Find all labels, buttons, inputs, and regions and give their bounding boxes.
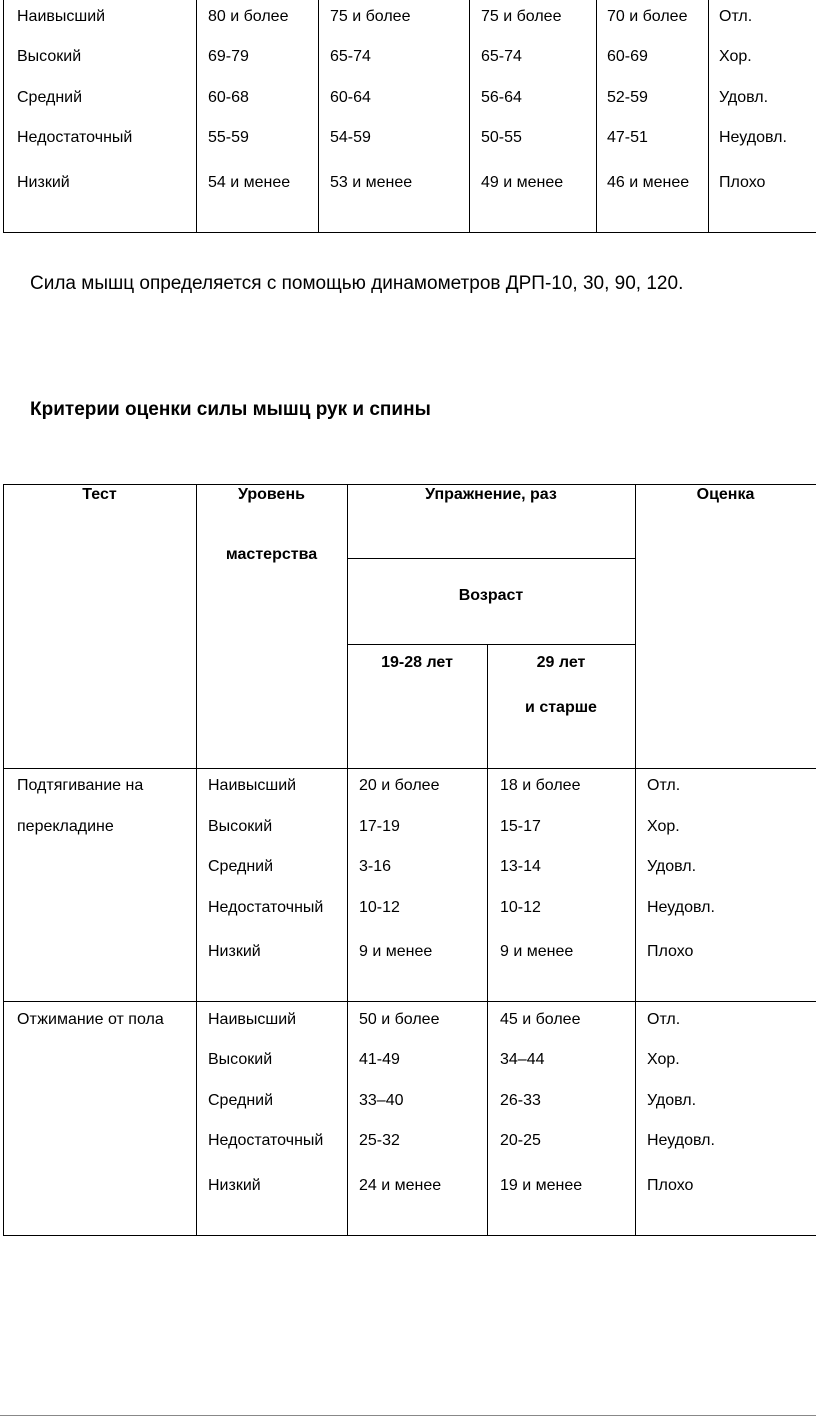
table1-col-divider	[196, 0, 197, 233]
table2-border-bottom	[3, 1235, 816, 1236]
level-cell: Низкий	[208, 943, 261, 960]
age1-cell: 41-49	[359, 1051, 400, 1068]
criteria-table-continued	[3, 0, 816, 233]
grade-cell: Удовл.	[647, 858, 697, 875]
table1-col-divider	[469, 0, 470, 233]
table1-cell: 65-74	[481, 48, 522, 65]
age2-cell: 26-33	[500, 1092, 541, 1109]
age2-cell: 10-12	[500, 899, 541, 916]
table1-cell: Плохо	[719, 174, 766, 191]
header-age-29-plus: 29 лет	[536, 654, 586, 671]
table1-cell: 75 и более	[330, 8, 411, 25]
grade-cell: Отл.	[647, 777, 681, 794]
level-cell: Наивысший	[208, 1011, 297, 1028]
age2-cell: 9 и менее	[500, 943, 574, 960]
age1-cell: 3-16	[359, 858, 392, 875]
table1-cell: 54-59	[330, 129, 371, 146]
table1-cell: 52-59	[607, 89, 648, 106]
grade-cell: Хор.	[647, 1051, 680, 1068]
table1-cell: 65-74	[330, 48, 371, 65]
table1-cell: 60-69	[607, 48, 648, 65]
level-cell: Высокий	[208, 818, 273, 835]
table1-cell: 56-64	[481, 89, 522, 106]
table1-cell: 69-79	[208, 48, 249, 65]
table2-divider	[347, 558, 635, 559]
level-cell: Недостаточный	[208, 1132, 324, 1149]
grade-cell: Плохо	[647, 943, 694, 960]
table1-cell: Недостаточный	[17, 129, 133, 146]
grade-cell: Неудовл.	[647, 899, 715, 916]
table1-cell: Неудовл.	[719, 129, 787, 146]
age2-cell: 18 и более	[500, 777, 581, 794]
header-grade: Оценка	[696, 486, 755, 503]
age2-cell: 19 и менее	[500, 1177, 583, 1194]
table1-cell: Средний	[17, 89, 83, 106]
age2-cell: 45 и более	[500, 1011, 581, 1028]
page-divider	[0, 1415, 816, 1416]
level-cell: Наивысший	[208, 777, 297, 794]
table2-col-divider	[635, 484, 636, 1236]
table1-cell: Отл.	[719, 8, 753, 25]
table1-cell: 50-55	[481, 129, 522, 146]
table1-cell: Удовл.	[719, 89, 769, 106]
table1-cell: 54 и менее	[208, 174, 291, 191]
grade-cell: Отл.	[647, 1011, 681, 1028]
age2-cell: 15-17	[500, 818, 541, 835]
table2-border-top	[3, 484, 816, 485]
age1-cell: 20 и более	[359, 777, 440, 794]
table1-cell: 46 и менее	[607, 174, 690, 191]
level-cell: Недостаточный	[208, 899, 324, 916]
grade-cell: Плохо	[647, 1177, 694, 1194]
test-name: Подтягивание на	[17, 777, 144, 794]
table2-col-divider	[487, 644, 488, 1236]
table1-col-divider	[708, 0, 709, 233]
table1-cell: 53 и менее	[330, 174, 413, 191]
level-cell: Средний	[208, 858, 274, 875]
section-heading: Критерии оценки силы мышц рук и спины	[30, 399, 431, 420]
table1-cell: 60-68	[208, 89, 249, 106]
table1-cell: Низкий	[17, 174, 70, 191]
table2-divider	[3, 1001, 816, 1002]
test-name: Отжимание от пола	[17, 1011, 164, 1028]
table1-cell: 75 и более	[481, 8, 562, 25]
table1-col-divider	[596, 0, 597, 233]
header-test: Тест	[82, 486, 117, 503]
test-name-cont: перекладине	[17, 818, 114, 835]
header-age: Возраст	[458, 587, 524, 604]
table1-cell: 70 и более	[607, 8, 688, 25]
header-age-19-28: 19-28 лет	[381, 654, 453, 671]
table2-divider	[3, 768, 816, 769]
table2-col-divider	[196, 484, 197, 1236]
level-cell: Средний	[208, 1092, 274, 1109]
table1-col-divider	[318, 0, 319, 233]
header-age-29-plus-cont: и старше	[525, 699, 597, 716]
age1-cell: 9 и менее	[359, 943, 433, 960]
grade-cell: Удовл.	[647, 1092, 697, 1109]
table1-cell: Наивысший	[17, 8, 106, 25]
table1-cell: Высокий	[17, 48, 82, 65]
header-exercise: Упражнение, раз	[425, 486, 557, 503]
age1-cell: 10-12	[359, 899, 400, 916]
age1-cell: 50 и более	[359, 1011, 440, 1028]
level-cell: Высокий	[208, 1051, 273, 1068]
header-level-cont: мастерства	[225, 546, 318, 563]
age1-cell: 17-19	[359, 818, 400, 835]
age2-cell: 20-25	[500, 1132, 541, 1149]
age1-cell: 33–40	[359, 1092, 404, 1109]
age1-cell: 25-32	[359, 1132, 400, 1149]
table2-border-left	[3, 484, 4, 1236]
table1-cell: 49 и менее	[481, 174, 564, 191]
table2-divider	[347, 644, 635, 645]
table1-cell: 80 и более	[208, 8, 289, 25]
age2-cell: 13-14	[500, 858, 541, 875]
grade-cell: Неудовл.	[647, 1132, 715, 1149]
header-level: Уровень	[238, 486, 305, 503]
level-cell: Низкий	[208, 1177, 261, 1194]
grade-cell: Хор.	[647, 818, 680, 835]
table1-cell: 60-64	[330, 89, 371, 106]
dynamometer-paragraph: Сила мышц определяется с помощью динамометров ДРП-10, 30, 90, 120.	[30, 273, 684, 294]
table1-cell: 47-51	[607, 129, 648, 146]
table1-cell: 55-59	[208, 129, 249, 146]
table1-cell: Хор.	[719, 48, 752, 65]
age2-cell: 34–44	[500, 1051, 545, 1068]
age1-cell: 24 и менее	[359, 1177, 442, 1194]
